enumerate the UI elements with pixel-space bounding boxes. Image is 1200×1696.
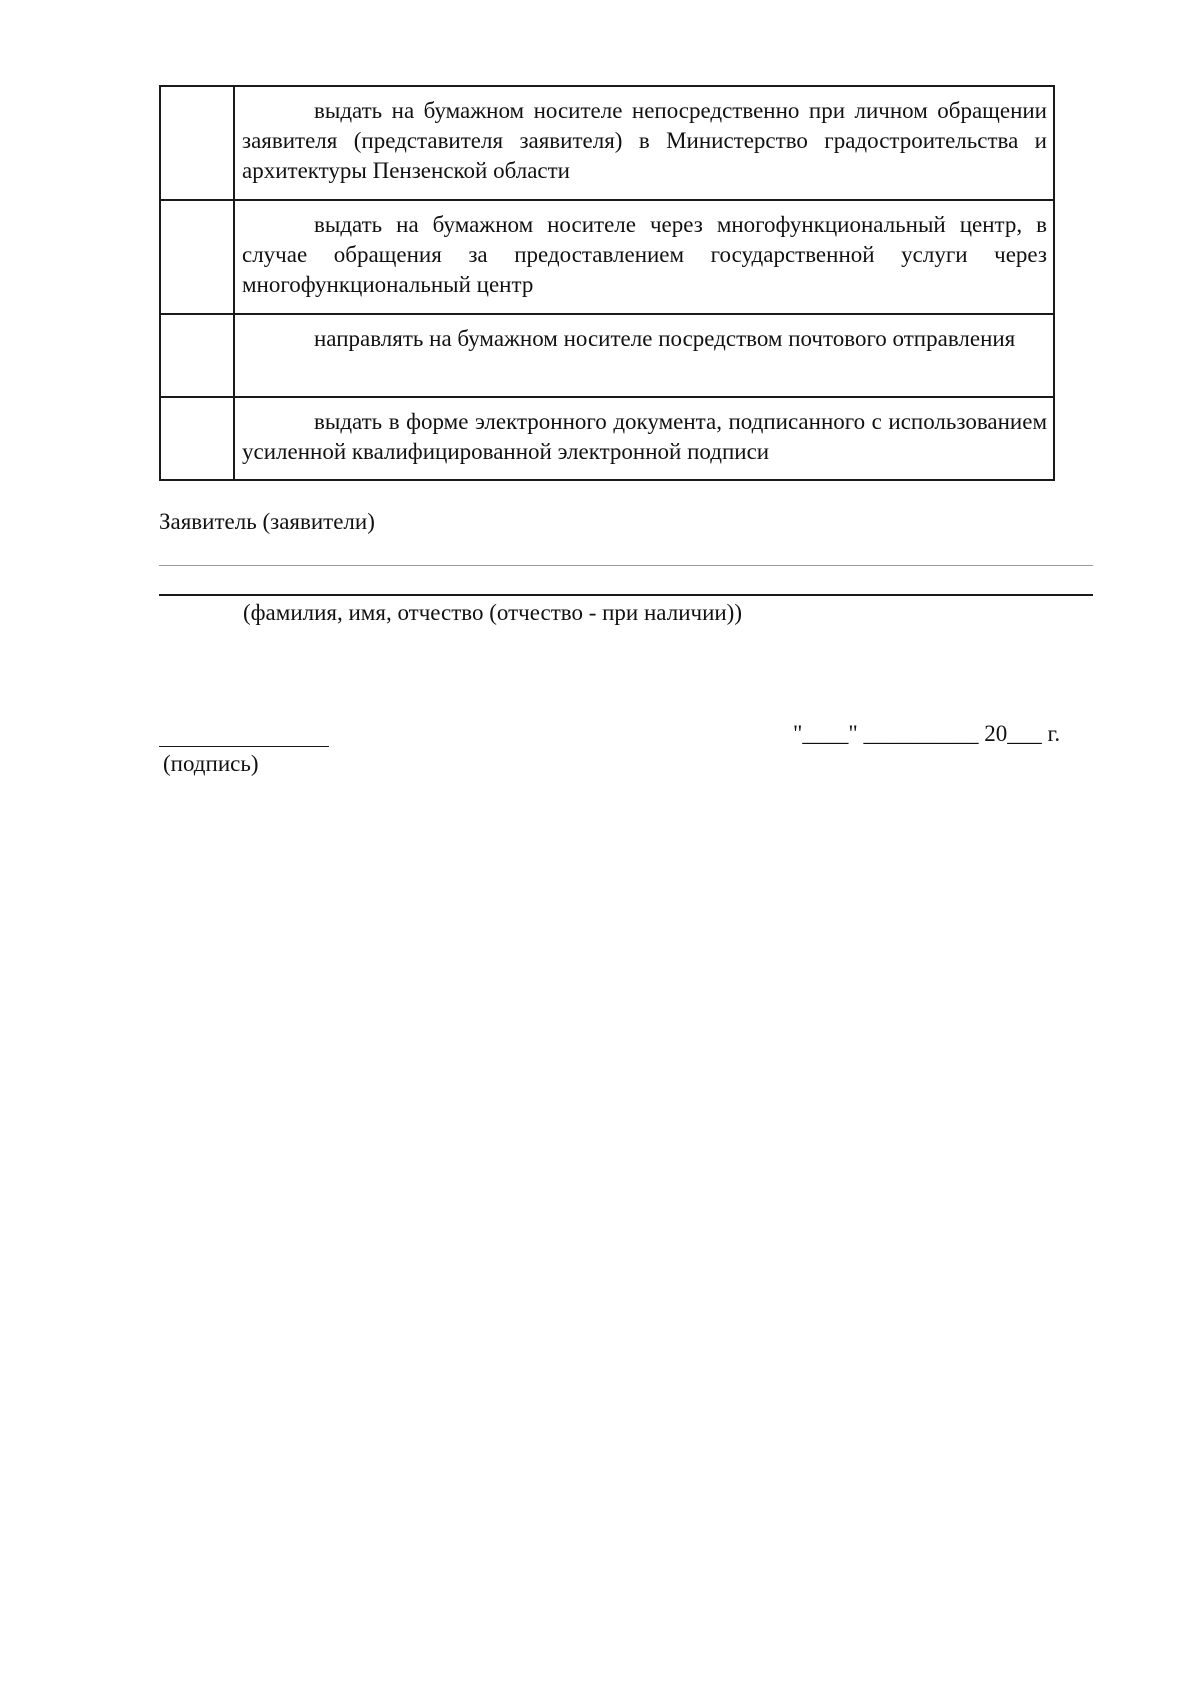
- option-checkbox-cell[interactable]: [160, 397, 234, 480]
- delivery-option-row: [160, 397, 1054, 480]
- applicant-label: Заявитель (заявители): [159, 509, 375, 534]
- option-text: выдать на бумажном носителе через многофункциональный центр, в случае обращения за предоставлением государственной услуги через многофункциональный центр: [234, 200, 1054, 314]
- option-checkbox-cell[interactable]: [160, 86, 234, 200]
- delivery-option-row: [160, 200, 1054, 314]
- applicant-name-underline: [159, 594, 1093, 596]
- delivery-option-row: [160, 314, 1054, 397]
- option-text: направлять на бумажном носителе посредством почтового отправления: [234, 314, 1054, 397]
- applicant-name-caption: (фамилия, имя, отчество (отчество - при наличии)): [243, 600, 743, 625]
- delivery-method-table: [159, 85, 1055, 481]
- option-checkbox-cell[interactable]: [160, 314, 234, 397]
- option-text: выдать на бумажном носителе непосредственно при личном обращении заявителя (представителя заявителя) в Министерство градостроительства и архитектуры Пензенской области: [234, 86, 1054, 200]
- date-field[interactable]: "____" __________ 20___ г.: [793, 721, 1061, 746]
- option-checkbox-cell[interactable]: [160, 200, 234, 314]
- option-text: выдать в форме электронного документа, подписанного с использованием усиленной квалифицированной электронной подписи: [234, 397, 1054, 480]
- delivery-option-row: [160, 86, 1054, 200]
- applicant-name-field[interactable]: [159, 565, 1093, 566]
- signature-field[interactable]: [159, 746, 329, 747]
- signature-caption: (подпись): [163, 751, 259, 776]
